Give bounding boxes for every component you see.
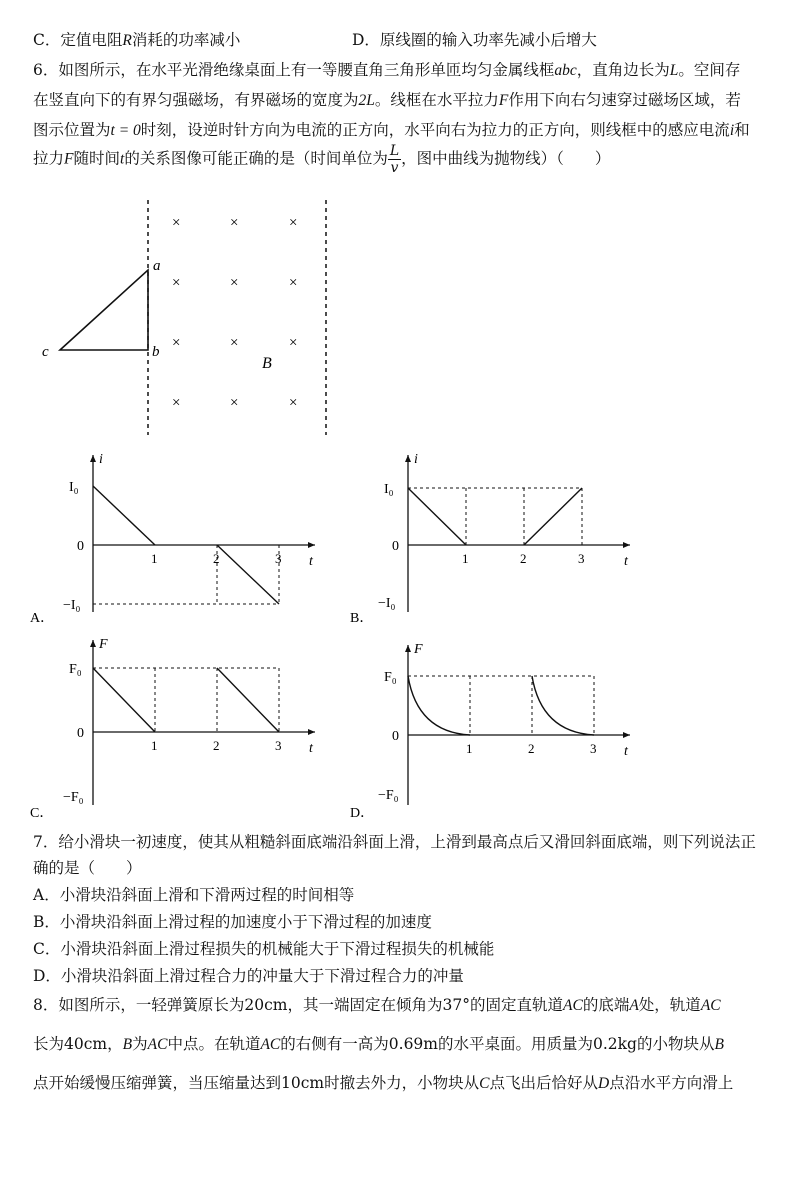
graph-B	[345, 450, 645, 630]
x-axis-label: t	[624, 554, 628, 569]
graph-segment	[408, 488, 466, 545]
text: 的底端	[582, 996, 630, 1014]
text: 的右侧有一高为	[280, 1035, 389, 1053]
q6-magnetic-field-figure	[0, 190, 360, 440]
text: 的水平桌面。用质量为	[438, 1035, 594, 1053]
symbol: L	[669, 62, 679, 79]
option-label: A．	[30, 611, 55, 626]
q8-line-2	[33, 1032, 724, 1054]
graph-segment	[93, 486, 155, 545]
origin-label: 0	[392, 539, 399, 554]
value: 10cm	[281, 1074, 325, 1092]
symbol: AC	[563, 997, 583, 1014]
q7-stem-2: 确的是（ ）	[33, 859, 142, 877]
text: 点沿水平方向滑上	[609, 1074, 734, 1092]
prev-option-d	[352, 28, 597, 50]
text: 中点。在轨道	[167, 1035, 261, 1053]
x-axis-arrow	[308, 729, 315, 735]
x-axis-arrow	[623, 542, 630, 548]
symbol: t	[120, 150, 125, 168]
field-cross: ×	[172, 215, 181, 231]
field-cross: ×	[172, 335, 181, 351]
vertex-a: a	[153, 258, 161, 274]
x-axis-label: t	[309, 554, 313, 569]
fraction-L-over-v	[388, 143, 401, 176]
y-axis-arrow	[405, 645, 411, 652]
symbol: t = 0	[110, 122, 141, 139]
graph-segment	[217, 545, 279, 604]
field-label-B: B	[262, 355, 272, 372]
q7-option-d: D．小滑块沿斜面上滑过程合力的冲量大于下滑过程合力的冲量	[33, 967, 464, 985]
symbol: B	[122, 1036, 133, 1053]
x-axis-label: t	[624, 744, 628, 759]
text: 时撤去外力，小物块从	[324, 1074, 480, 1092]
field-cross: ×	[172, 275, 181, 291]
min-label: −F₀	[378, 788, 399, 803]
graph-C	[30, 635, 330, 825]
text: 拉力	[33, 149, 65, 168]
x-axis-label: t	[309, 741, 313, 756]
q7-option-b: B．小滑块沿斜面上滑过程的加速度小于下滑过程的加速度	[33, 913, 432, 931]
vertex-b: b	[152, 344, 160, 360]
tick-label-3: 3	[590, 741, 597, 756]
symbol: F	[64, 150, 74, 168]
tick-label-1: 1	[151, 738, 158, 753]
text: 时刻，设逆时针方向为电流的正方向，水平向右为拉力的正方向，则线框中的感应电流	[140, 121, 730, 139]
symbol: AC	[700, 997, 721, 1014]
origin-label: 0	[77, 726, 84, 741]
text: 处，轨道	[638, 996, 701, 1014]
symbol: B	[714, 1036, 724, 1053]
field-cross: ×	[289, 275, 298, 291]
max-label: F₀	[69, 662, 82, 677]
option-label: B．	[350, 611, 374, 626]
symbol: AC	[147, 1036, 168, 1053]
field-crosses	[172, 215, 297, 411]
tick-label-1: 1	[151, 551, 158, 566]
max-label: I₀	[69, 480, 79, 495]
min-label: −I₀	[378, 596, 396, 611]
symbol: abc	[554, 62, 577, 79]
graph-segment	[93, 668, 155, 732]
text: C．定值电阻	[33, 31, 123, 49]
tick-label-2: 2	[528, 741, 535, 756]
text: 和	[734, 121, 750, 139]
symbol: C	[479, 1075, 490, 1092]
text: D．原线圈的输入功率先减小后增大	[352, 31, 597, 49]
text: ，其一端固定在倾角为	[287, 996, 443, 1014]
origin-label: 0	[392, 729, 399, 744]
x-axis-arrow	[623, 732, 630, 738]
text: 为	[132, 1035, 148, 1053]
text: 作用下向右匀速穿过磁场区域，若	[508, 91, 741, 109]
y-axis-label: i	[414, 452, 418, 467]
tick-label-1: 1	[462, 551, 469, 566]
vertex-c: c	[42, 344, 49, 360]
tick-label-3: 3	[275, 551, 282, 566]
q6-line-3	[33, 118, 750, 140]
numerator: L	[389, 143, 400, 159]
max-label: F₀	[384, 670, 397, 685]
max-label: I₀	[384, 482, 394, 497]
y-axis-label: i	[99, 452, 103, 467]
value: 40cm	[64, 1035, 108, 1053]
field-cross: ×	[230, 335, 239, 351]
text: 的固定直轨道	[469, 996, 563, 1014]
text: 长为	[33, 1035, 65, 1053]
field-cross: ×	[289, 215, 298, 231]
tick-label-2: 2	[213, 551, 220, 566]
tick-label-3: 3	[275, 738, 282, 753]
graph-segment	[217, 668, 279, 732]
text: 在竖直向下的有界匀强磁场，有界磁场的宽度为	[33, 91, 359, 109]
value: 0.2kg	[593, 1035, 637, 1053]
min-label: −I₀	[63, 598, 81, 613]
text: 6．如图所示，在水平光滑绝缘桌面上有一等腰直角三角形单匝均匀金属线框	[33, 61, 555, 79]
x-axis-arrow	[308, 542, 315, 548]
text: 图示位置为	[33, 121, 111, 139]
graph-A	[30, 450, 330, 630]
field-cross: ×	[172, 395, 181, 411]
graph-curve	[408, 676, 470, 735]
field-cross: ×	[289, 335, 298, 351]
text: 随时间	[73, 149, 120, 168]
denominator: v	[390, 160, 399, 176]
symbol: F	[498, 92, 509, 109]
value: 37°	[442, 996, 470, 1014]
text: 点开始缓慢压缩弹簧，当压缩量达到	[33, 1074, 282, 1092]
value: 20cm	[244, 996, 288, 1014]
y-axis-arrow	[90, 640, 96, 647]
q7-option-a: A．小滑块沿斜面上滑和下滑两过程的时间相等	[33, 886, 355, 904]
text: 。线框在水平拉力	[374, 91, 499, 109]
text: 点飞出后恰好从	[489, 1074, 598, 1092]
field-cross: ×	[230, 395, 239, 411]
origin-label: 0	[77, 539, 84, 554]
field-cross: ×	[230, 215, 239, 231]
option-label: D．	[350, 806, 375, 821]
y-axis-arrow	[405, 455, 411, 462]
prev-option-c	[33, 28, 240, 50]
q7-stem-1: 7．给小滑块一初速度，使其从粗糙斜面底端沿斜面上滑，上滑到最高点后又滑回斜面底端，则下列说法正	[33, 833, 756, 851]
y-axis-arrow	[90, 455, 96, 462]
text: 8．如图所示，一轻弹簧原长为	[33, 996, 245, 1014]
q6-line-2	[33, 88, 741, 110]
tick-label-2: 2	[520, 551, 527, 566]
symbol: D	[598, 1075, 610, 1092]
q8-line-1	[33, 993, 721, 1015]
symbol: AC	[260, 1036, 281, 1053]
y-axis-label: F	[414, 642, 423, 657]
text: ，	[107, 1035, 123, 1053]
text: 的小物块从	[636, 1035, 715, 1053]
tick-label-2: 2	[213, 738, 220, 753]
symbol: A	[629, 997, 639, 1014]
triangle-frame	[60, 270, 148, 350]
q8-line-3	[33, 1071, 733, 1093]
option-label: C．	[30, 806, 54, 821]
field-cross: ×	[230, 275, 239, 291]
tick-label-3: 3	[578, 551, 585, 566]
q7-option-c: C．小滑块沿斜面上滑过程损失的机械能大于下滑过程损失的机械能	[33, 940, 495, 958]
y-axis-label: F	[99, 637, 108, 652]
graph-segment	[524, 488, 582, 545]
symbol: i	[729, 122, 735, 139]
symbol: 2L	[358, 92, 375, 109]
q6-line-4	[33, 143, 610, 176]
q6-line-1	[33, 58, 740, 80]
value: 0.69m	[388, 1035, 438, 1053]
graph-curve	[532, 676, 594, 735]
tick-label-1: 1	[466, 741, 473, 756]
text: 的关系图像可能正确的是（时间单位为	[124, 149, 388, 168]
text: 消耗的功率减小	[131, 31, 241, 49]
text: ，直角边长为	[576, 61, 670, 79]
graph-D	[345, 640, 645, 825]
text: ，图中曲线为抛物线）（ ）	[401, 149, 611, 168]
symbol: R	[122, 32, 132, 49]
field-cross: ×	[289, 395, 298, 411]
text: 。空间存	[678, 61, 741, 79]
min-label: −F₀	[63, 790, 84, 805]
